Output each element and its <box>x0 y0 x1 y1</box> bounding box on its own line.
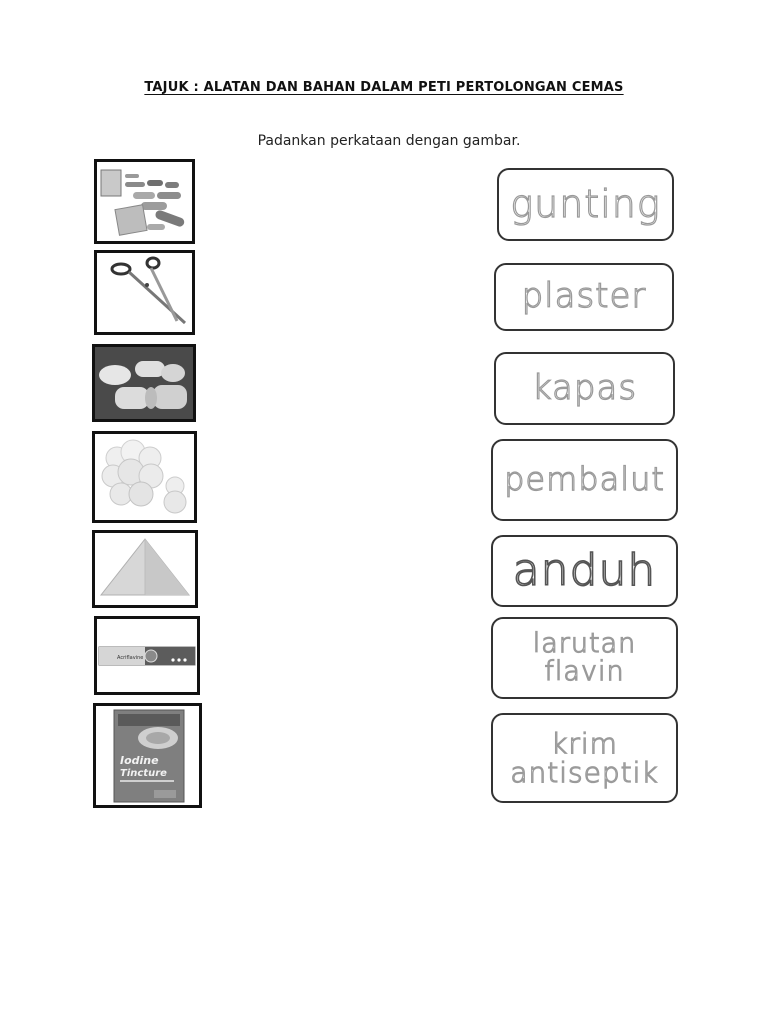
word-krim: krim <box>551 726 618 760</box>
word-box-krim-antiseptik[interactable] <box>491 713 678 803</box>
word-pembalut: pembalut <box>504 460 665 499</box>
iodine-tincture-box-picture[interactable] <box>93 703 202 808</box>
word-flavin: flavin <box>544 656 625 687</box>
word-antiseptik: antiseptik <box>510 756 659 789</box>
word-plaster: plaster <box>521 276 647 317</box>
cotton-balls-picture[interactable] <box>92 431 197 523</box>
flavine-box-label: Acriflavine <box>117 655 144 661</box>
word-box-larutan-flavin[interactable] <box>491 617 678 699</box>
word-box-anduh[interactable] <box>491 535 678 607</box>
bandage-rolls-picture[interactable] <box>92 344 196 422</box>
page-title <box>0 80 768 95</box>
iodine-box-label-2: Tincture <box>120 768 167 779</box>
iodine-tincture-box-illustration <box>96 706 199 805</box>
word-gunting: gunting <box>510 181 661 226</box>
iodine-box-label-1: Iodine <box>120 754 159 767</box>
scissors-illustration <box>97 253 192 332</box>
word-larutan: larutan <box>532 627 637 659</box>
triangular-bandage-picture[interactable] <box>92 530 198 608</box>
word-box-gunting[interactable] <box>497 168 674 241</box>
cotton-balls-illustration <box>95 434 194 520</box>
word-box-pembalut[interactable] <box>491 439 678 521</box>
word-box-plaster[interactable] <box>494 263 674 331</box>
word-box-kapas[interactable] <box>494 352 675 425</box>
scissors-picture[interactable] <box>94 250 195 335</box>
flavine-solution-box-illustration <box>97 619 197 692</box>
plasters-illustration <box>97 162 192 241</box>
plasters-picture[interactable] <box>94 159 195 244</box>
word-kapas: kapas <box>531 367 638 408</box>
flavine-solution-box-picture[interactable] <box>94 616 200 695</box>
bandage-rolls-illustration <box>95 347 193 419</box>
page-title-text: TAJUK : ALATAN DAN BAHAN DALAM PETI PERTOLONGAN CEMAS <box>144 80 624 95</box>
instruction-text: Padankan perkataan dengan gambar. <box>257 133 521 149</box>
word-anduh: anduh <box>512 544 657 596</box>
triangular-bandage-illustration <box>95 533 195 605</box>
